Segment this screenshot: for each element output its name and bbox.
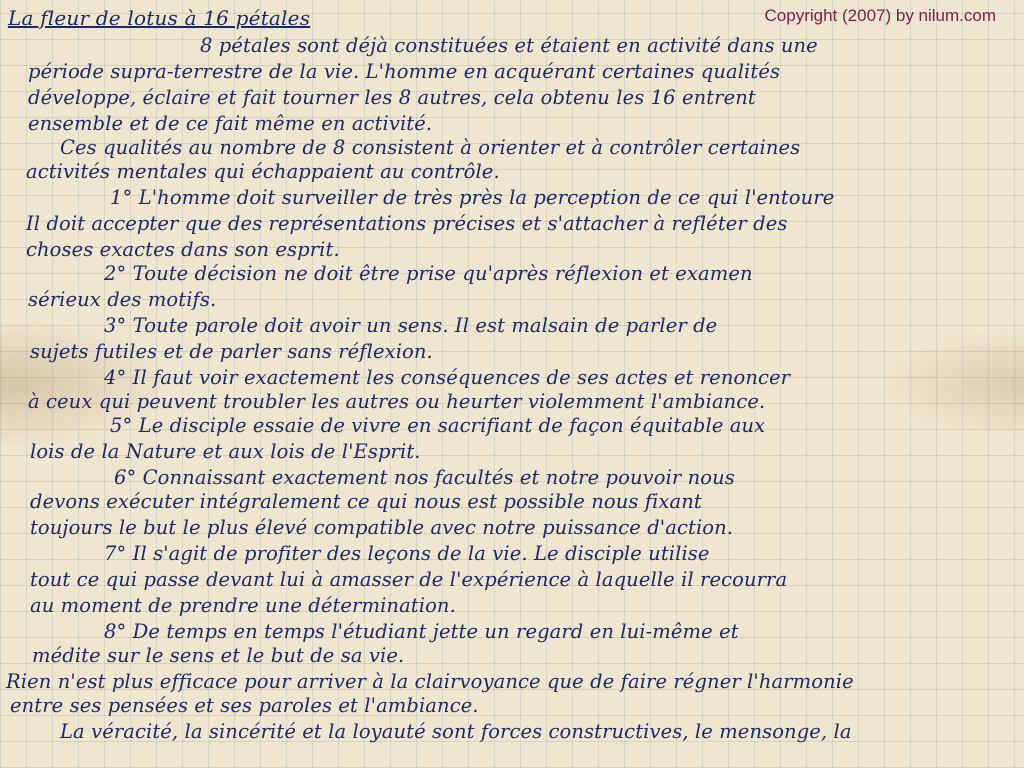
text-line: Ces qualités au nombre de 8 consistent à orienter et à contrôler certaines <box>60 136 801 159</box>
page-title: La fleur de lotus à 16 pétales <box>8 6 311 30</box>
text-line: Rien n'est plus efficace pour arriver à la clairvoyance que de faire régner l'harmonie <box>6 670 854 693</box>
text-line: sérieux des motifs. <box>28 288 217 311</box>
text-line: 5° Le disciple essaie de vivre en sacrifiant de façon équitable aux <box>110 414 766 437</box>
text-line: Il doit accepter que des représentations précises et s'attacher à refléter des <box>26 212 788 235</box>
text-line: 3° Toute parole doit avoir un sens. Il est malsain de parler de <box>104 314 718 337</box>
text-line: sujets futiles et de parler sans réflexion. <box>30 340 433 363</box>
text-line: tout ce qui passe devant lui à amasser de l'expérience à laquelle il recourra <box>30 568 788 591</box>
text-line: devons exécuter intégralement ce qui nous est possible nous fixant <box>30 490 702 513</box>
text-line: développe, éclaire et fait tourner les 8 autres, cela obtenu les 16 entrent <box>28 86 756 109</box>
text-line: ensemble et de ce fait même en activité. <box>28 112 433 135</box>
text-line: entre ses pensées et ses paroles et l'ambiance. <box>10 694 479 717</box>
text-line: 1° L'homme doit surveiller de très près la perception de ce qui l'entoure <box>110 186 835 209</box>
text-line: au moment de prendre une détermination. <box>30 594 456 617</box>
text-line: 2° Toute décision ne doit être prise qu'après réflexion et examen <box>104 262 753 285</box>
text-line: 4° Il faut voir exactement les conséquences de ses actes et renoncer <box>104 366 791 389</box>
copyright-notice: Copyright (2007) by nilum.com <box>764 6 996 25</box>
text-line: lois de la Nature et aux lois de l'Esprit. <box>30 440 421 463</box>
text-line: à ceux qui peuvent troubler les autres ou heurter violemment l'ambiance. <box>28 390 766 413</box>
text-line: 8 pétales sont déjà constituées et étaient en activité dans une <box>200 34 818 57</box>
text-line: 6° Connaissant exactement nos facultés et notre pouvoir nous <box>114 466 735 489</box>
text-line: choses exactes dans son esprit. <box>26 238 340 261</box>
text-line: 7° Il s'agit de profiter des leçons de la vie. Le disciple utilise <box>104 542 710 565</box>
text-line: La véracité, la sincérité et la loyauté sont forces constructives, le mensonge, la <box>60 720 852 743</box>
text-line: 8° De temps en temps l'étudiant jette un regard en lui-même et <box>104 620 739 643</box>
text-line: activités mentales qui échappaient au contrôle. <box>26 160 500 183</box>
text-line: médite sur le sens et le but de sa vie. <box>32 644 405 667</box>
text-line: toujours le but le plus élevé compatible avec notre puissance d'action. <box>30 516 734 539</box>
text-line: période supra-terrestre de la vie. L'homme en acquérant certaines qualités <box>28 60 781 83</box>
